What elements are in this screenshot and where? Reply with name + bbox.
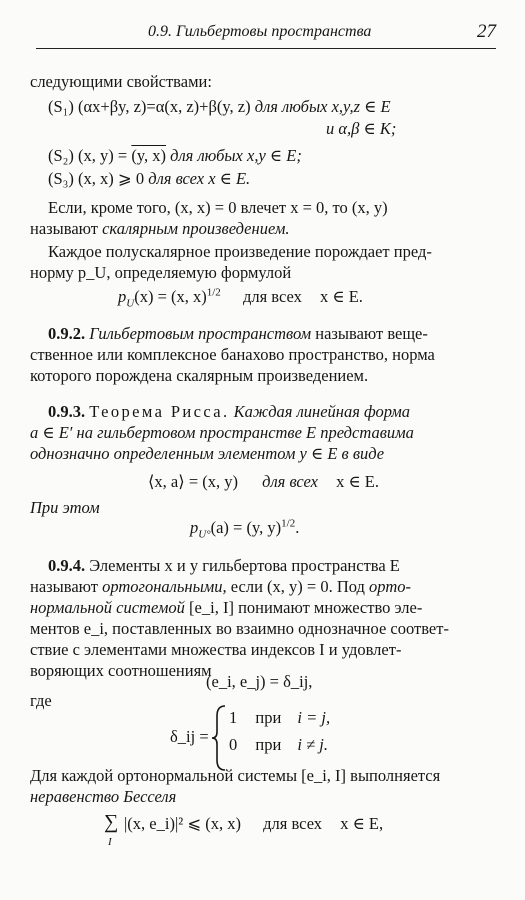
defined-term: Гильбертовым пространством: [89, 324, 312, 343]
text-line: a ∈ E′ на гильбертовом пространстве E представима: [30, 423, 414, 442]
text-line: однозначно определенным элементом y ∈ E в виде: [30, 444, 385, 463]
item-number: 0.9.3.: [48, 402, 86, 421]
text-line: Если, кроме того, (x, x) = 0 влечет x = 0, то (x, y): [48, 198, 388, 217]
text-line: следующими свойствами:: [30, 72, 212, 91]
left-brace: [210, 704, 228, 772]
text-line: Каждое полускалярное произведение порождает пред-: [48, 242, 432, 261]
text-line: где: [30, 691, 52, 710]
text-line: норму p_U, определяемую формулой: [30, 263, 292, 282]
text-line: неравенство Бесселя: [30, 787, 177, 806]
formula-prenorm: $p_U(x) = (x$, x)$^{1/2}$ для всех x ∈ E.: [118, 286, 363, 310]
axiom-s1: [48, 97, 391, 117]
defined-term: нормальной системой: [30, 598, 185, 617]
paragraph-093: 0.9.3. Теорема Рисса. Каждая линейная форма: [48, 402, 410, 421]
formula: (x, y) =: [78, 146, 132, 165]
sum-index: I: [108, 836, 112, 848]
axiom-s3: [48, 169, 250, 189]
conjugate-term: (y, x): [131, 146, 167, 165]
running-header: [36, 16, 496, 46]
formula-dual-norm: $p_{U^\circ}(a) = (y$, y)$^{1/2}$.: [190, 517, 300, 541]
text-line: ствие с элементами множества индексов I и удовлет-: [30, 640, 402, 659]
section-title: 0.9. Гильбертовы пространства: [148, 23, 372, 40]
sum-symbol: ∑: [104, 811, 119, 833]
text-line: Для каждой ортонормальной системы [e_i, I] выполняется: [30, 766, 441, 785]
kronecker-case-1: 1 при i = j,: [229, 708, 331, 727]
axiom-label: (S₃): [48, 169, 74, 188]
theorem-name: Теорема Рисса.: [89, 402, 230, 421]
page-number: 27: [477, 21, 496, 42]
kronecker-case-2: 0 при i ≠ j.: [229, 735, 329, 754]
condition: для всех x ∈ E.: [148, 169, 251, 188]
item-number: 0.9.4.: [48, 556, 86, 575]
formula-bessel: |(x, e_i)|² ⩽ (x, x) для всех x ∈ E,: [124, 814, 384, 833]
formula-kronecker-lhs: δ_ij =: [170, 727, 209, 746]
text-line: ментов e_i, поставленных во взаимно однозначное соответ-: [30, 619, 449, 638]
paragraph-094: 0.9.4. Элементы x и y гильбертова пространства E: [48, 556, 400, 575]
text-line: При этом: [30, 498, 100, 517]
text-line: нормальной системой [e_i, I] понимают множество эле-: [30, 598, 423, 617]
text-line: которого порождена скалярным произведением.: [30, 366, 369, 385]
formula-riesz: ⟨x, a⟩ = (x, y) для всех x ∈ E.: [148, 472, 379, 491]
axiom-label: (S₁): [48, 97, 74, 116]
condition: для любых x,y,z ∈ E: [254, 97, 391, 116]
item-number: 0.9.2.: [48, 324, 86, 343]
axiom-label: (S₂): [48, 146, 74, 165]
formula: (αx+βy, z)=α(x, z)+β(y, z): [78, 97, 251, 116]
text-line: воряющих соотношениям: [30, 661, 212, 680]
condition: и α,β ∈ K;: [326, 119, 397, 138]
text-line: ственное или комплексное банахово пространство, норма: [30, 345, 435, 364]
defined-term: ортогональными,: [102, 577, 227, 596]
formula: (x, x) ⩾ 0: [78, 169, 145, 188]
formula-orthonormal: (e_i, e_j) = δ_ij,: [206, 672, 313, 691]
paragraph-092: 0.9.2. Гильбертовым пространством называют веще-: [48, 324, 428, 343]
axiom-s2: [48, 146, 302, 166]
defined-term: скалярным произведением.: [102, 219, 290, 238]
condition: для любых x,y ∈ E;: [170, 146, 302, 165]
text-line: называют скалярным произведением.: [30, 219, 290, 238]
text-line: называют ортогональными, если (x, y) = 0. Под орто-: [30, 577, 411, 596]
header-rule: [36, 48, 496, 49]
